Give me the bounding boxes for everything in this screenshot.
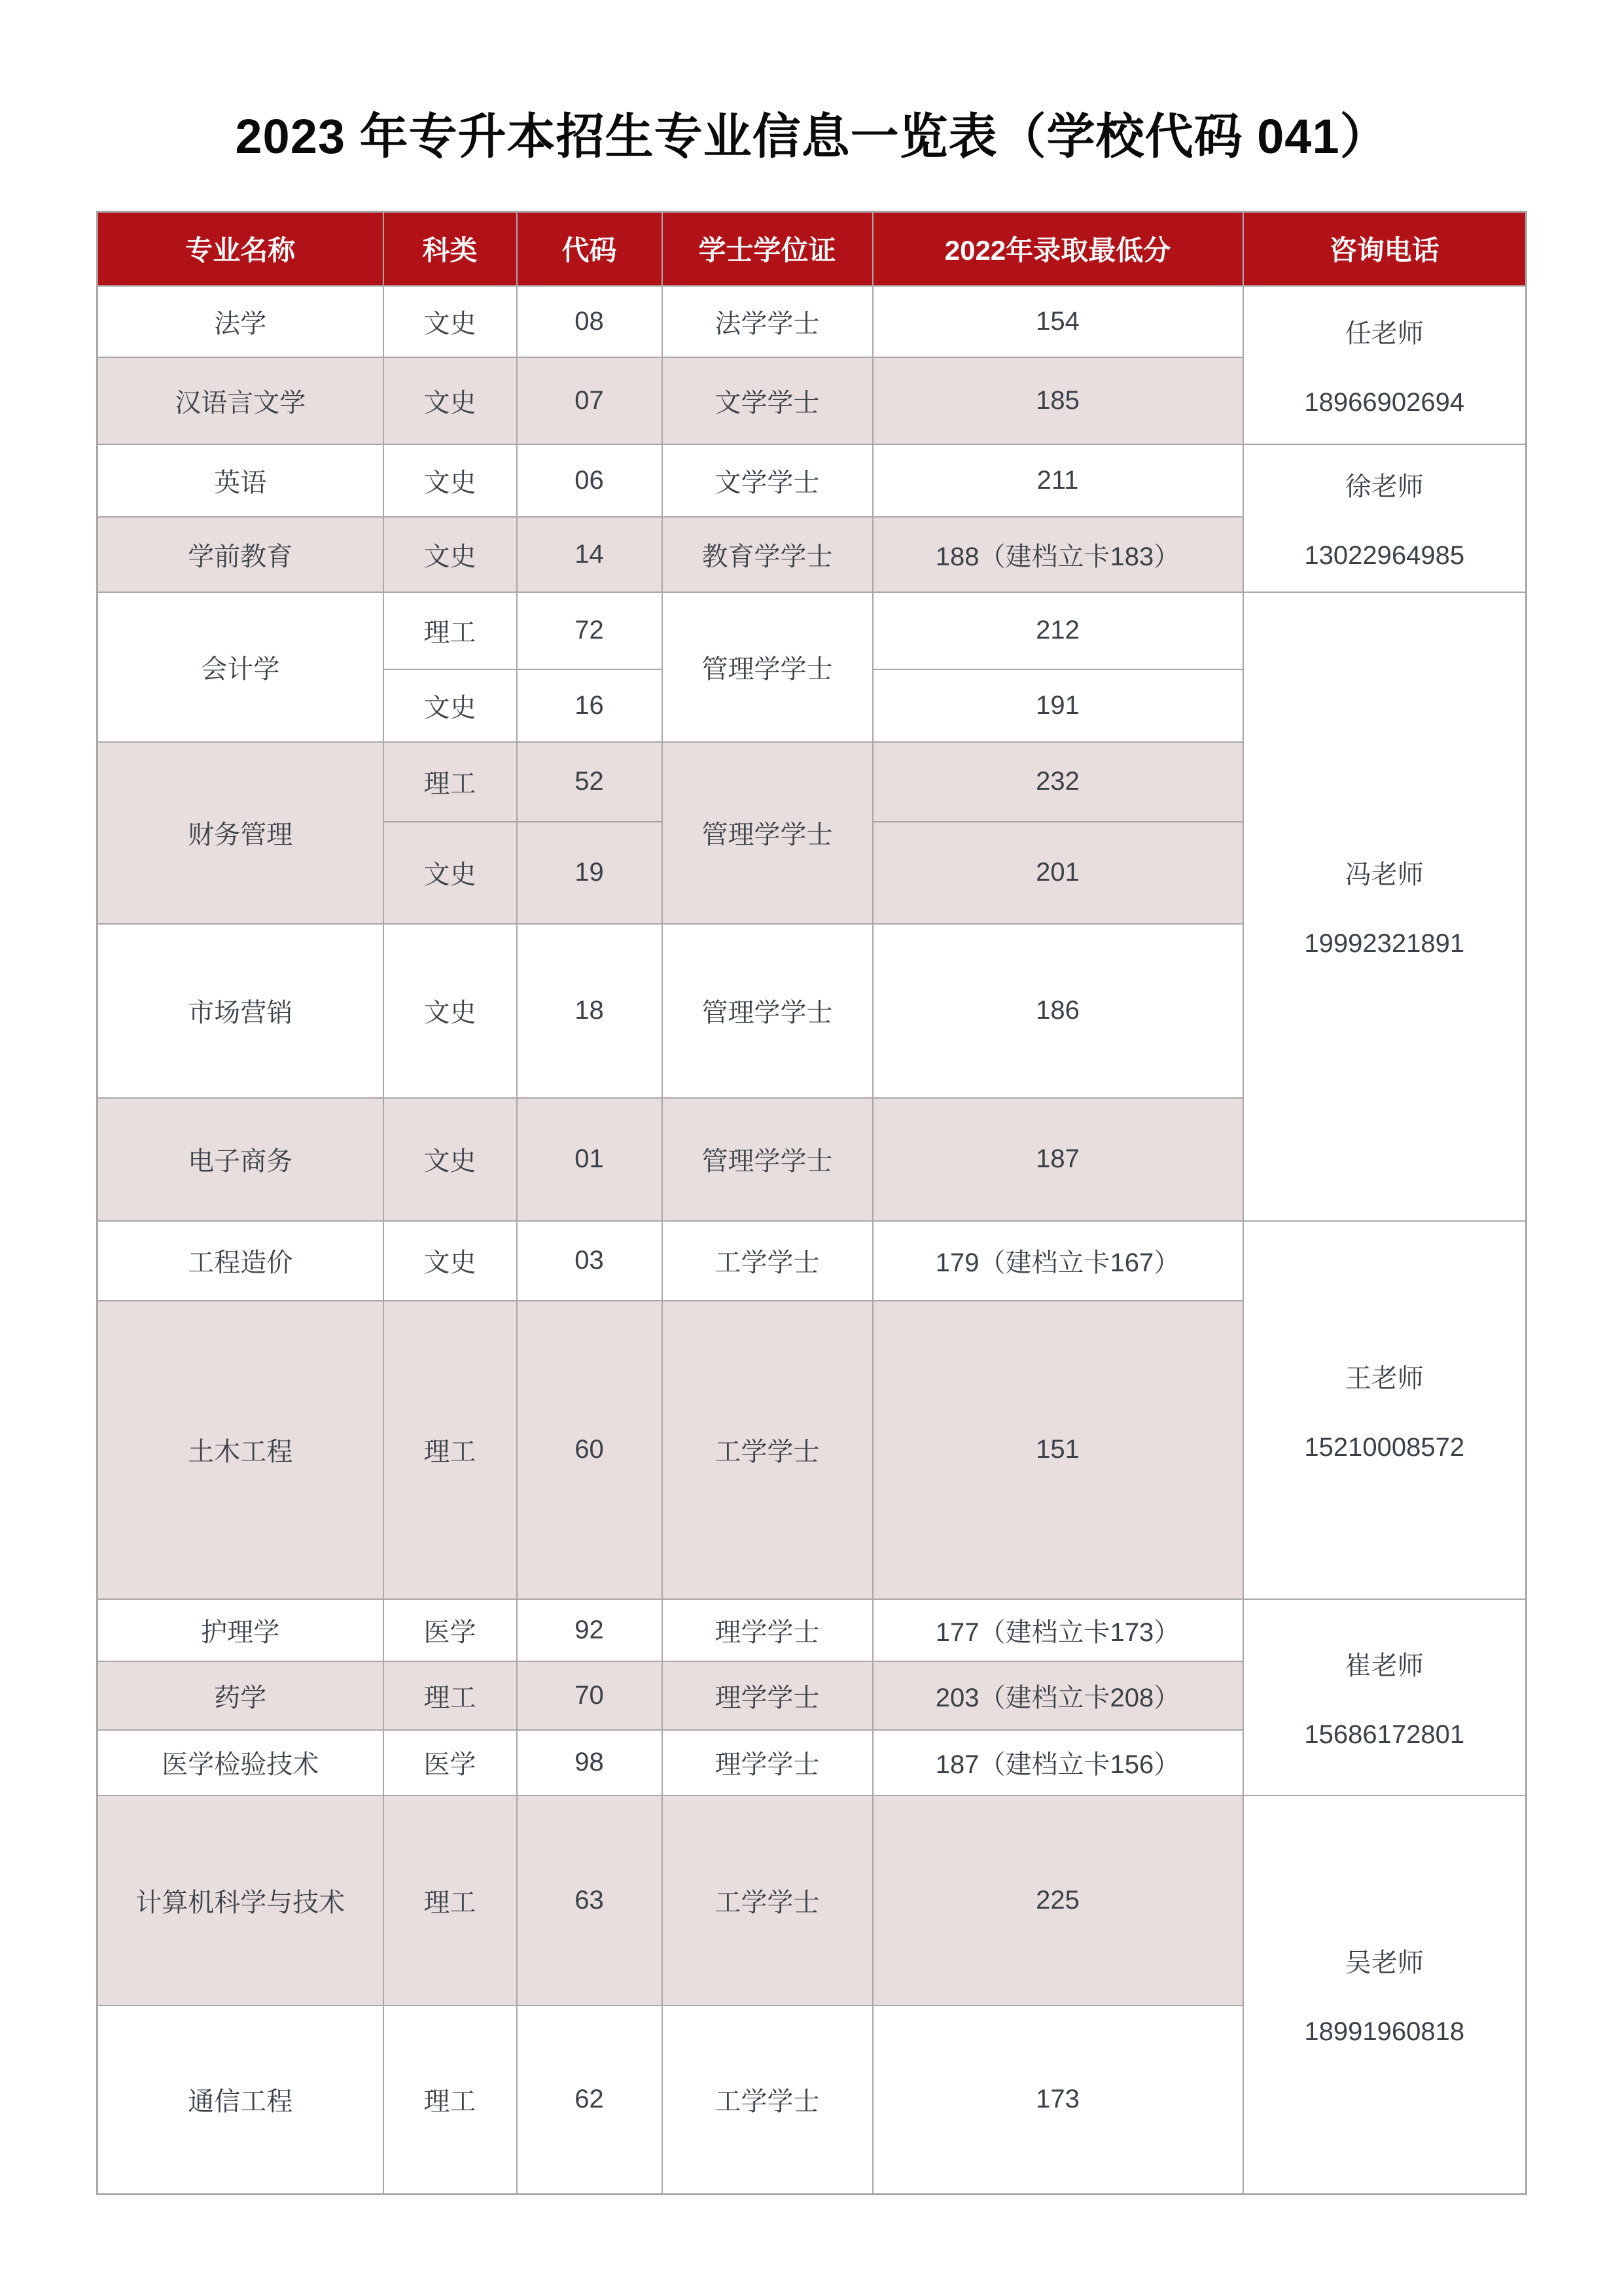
cell-major: 学前教育 xyxy=(97,517,383,592)
contact-name: 徐老师 xyxy=(1345,472,1424,501)
cell-code: 14 xyxy=(517,517,662,592)
cell-major: 市场营销 xyxy=(97,924,383,1098)
cell-score: 187 xyxy=(873,1098,1243,1221)
cell-major: 汉语言文学 xyxy=(97,357,383,444)
cell-degree: 理学学士 xyxy=(662,1730,873,1795)
cell-major: 护理学 xyxy=(97,1599,383,1661)
contact-name: 崔老师 xyxy=(1345,1651,1424,1680)
cell-major: 通信工程 xyxy=(97,2005,383,2195)
cell-score: 232 xyxy=(873,742,1243,822)
cell-contact xyxy=(1243,592,1527,1221)
cell-degree: 管理学学士 xyxy=(662,592,873,742)
cell-major: 计算机科学与技术 xyxy=(97,1795,383,2005)
cell-category: 理工 xyxy=(383,592,517,669)
cell-category: 文史 xyxy=(383,924,517,1098)
cell-code: 06 xyxy=(517,444,662,517)
cell-category: 文史 xyxy=(383,1221,517,1301)
contact-phone: 19992321891 xyxy=(1304,929,1465,958)
cell-degree: 文学学士 xyxy=(662,357,873,444)
table-row xyxy=(97,1221,1527,1301)
cell-degree: 理学学士 xyxy=(662,1599,873,1661)
cell-code: 60 xyxy=(517,1301,662,1599)
cell-category: 文史 xyxy=(383,669,517,742)
contact-name: 冯老师 xyxy=(1345,860,1424,889)
cell-contact xyxy=(1243,1795,1527,2195)
contact-phone: 15686172801 xyxy=(1304,1720,1465,1749)
contact-phone: 18966902694 xyxy=(1304,387,1465,417)
cell-major: 法学 xyxy=(97,286,383,357)
cell-contact xyxy=(1243,1599,1527,1795)
page-title: 2023 年专升本招生专业信息一览表（学校代码 041） xyxy=(235,109,1389,164)
cell-category: 理工 xyxy=(383,1661,517,1730)
cell-score: 225 xyxy=(873,1795,1243,2005)
cell-category: 文史 xyxy=(383,286,517,357)
cell-degree: 管理学学士 xyxy=(662,924,873,1098)
cell-category: 理工 xyxy=(383,742,517,822)
cell-major: 财务管理 xyxy=(97,742,383,924)
contact-phone: 18991960818 xyxy=(1304,2017,1465,2047)
table-row xyxy=(97,1599,1527,1661)
header-row xyxy=(97,212,1527,286)
cell-score: 187（建档立卡156） xyxy=(873,1730,1243,1795)
cell-score: 211 xyxy=(873,444,1243,517)
cell-degree: 理学学士 xyxy=(662,1661,873,1730)
cell-category: 理工 xyxy=(383,1301,517,1599)
cell-score: 177（建档立卡173） xyxy=(873,1599,1243,1661)
cell-degree: 法学学士 xyxy=(662,286,873,357)
cell-score: 201 xyxy=(873,822,1243,924)
cell-code: 98 xyxy=(517,1730,662,1795)
col-header-major: 专业名称 xyxy=(97,212,383,286)
cell-degree: 教育学学士 xyxy=(662,517,873,592)
cell-code: 63 xyxy=(517,1795,662,2005)
cell-category: 文史 xyxy=(383,444,517,517)
cell-major: 英语 xyxy=(97,444,383,517)
cell-degree: 工学学士 xyxy=(662,2005,873,2195)
table-row xyxy=(97,444,1527,517)
cell-code: 70 xyxy=(517,1661,662,1730)
cell-category: 医学 xyxy=(383,1599,517,1661)
cell-contact xyxy=(1243,444,1527,592)
table-row xyxy=(97,1795,1527,2005)
cell-category: 文史 xyxy=(383,517,517,592)
cell-major: 会计学 xyxy=(97,592,383,742)
cell-code: 08 xyxy=(517,286,662,357)
cell-major: 土木工程 xyxy=(97,1301,383,1599)
cell-degree: 工学学士 xyxy=(662,1795,873,2005)
cell-code: 01 xyxy=(517,1098,662,1221)
cell-code: 03 xyxy=(517,1221,662,1301)
table-row xyxy=(97,286,1527,357)
cell-category: 理工 xyxy=(383,2005,517,2195)
cell-category: 文史 xyxy=(383,357,517,444)
cell-major: 药学 xyxy=(97,1661,383,1730)
cell-category: 文史 xyxy=(383,822,517,924)
table-row xyxy=(97,592,1527,669)
col-header-score: 2022年录取最低分 xyxy=(873,212,1243,286)
cell-category: 理工 xyxy=(383,1795,517,2005)
cell-code: 62 xyxy=(517,2005,662,2195)
cell-category: 文史 xyxy=(383,1098,517,1221)
cell-code: 16 xyxy=(517,669,662,742)
cell-degree: 工学学士 xyxy=(662,1221,873,1301)
col-header-code: 代码 xyxy=(517,212,662,286)
cell-score: 212 xyxy=(873,592,1243,669)
admissions-table xyxy=(96,211,1527,2195)
cell-score: 179（建档立卡167） xyxy=(873,1221,1243,1301)
cell-score: 191 xyxy=(873,669,1243,742)
cell-major: 工程造价 xyxy=(97,1221,383,1301)
cell-code: 07 xyxy=(517,357,662,444)
col-header-category: 科类 xyxy=(383,212,517,286)
cell-code: 92 xyxy=(517,1599,662,1661)
contact-phone: 15210008572 xyxy=(1304,1432,1465,1462)
cell-score: 154 xyxy=(873,286,1243,357)
cell-score: 185 xyxy=(873,357,1243,444)
cell-code: 18 xyxy=(517,924,662,1098)
cell-degree: 管理学学士 xyxy=(662,742,873,924)
contact-name: 吴老师 xyxy=(1345,1949,1424,1978)
cell-degree: 工学学士 xyxy=(662,1301,873,1599)
cell-degree: 管理学学士 xyxy=(662,1098,873,1221)
cell-major: 医学检验技术 xyxy=(97,1730,383,1795)
col-header-contact: 咨询电话 xyxy=(1243,212,1527,286)
contact-name: 任老师 xyxy=(1345,319,1424,348)
cell-score: 151 xyxy=(873,1301,1243,1599)
contact-name: 王老师 xyxy=(1345,1364,1424,1393)
cell-code: 19 xyxy=(517,822,662,924)
cell-contact xyxy=(1243,1221,1527,1599)
cell-category: 医学 xyxy=(383,1730,517,1795)
col-header-degree: 学士学位证 xyxy=(662,212,873,286)
cell-degree: 文学学士 xyxy=(662,444,873,517)
cell-score: 203（建档立卡208） xyxy=(873,1661,1243,1730)
cell-score: 173 xyxy=(873,2005,1243,2195)
cell-code: 52 xyxy=(517,742,662,822)
cell-code: 72 xyxy=(517,592,662,669)
cell-contact xyxy=(1243,286,1527,444)
cell-score: 188（建档立卡183） xyxy=(873,517,1243,592)
contact-phone: 13022964985 xyxy=(1304,540,1465,570)
cell-score: 186 xyxy=(873,924,1243,1098)
cell-major: 电子商务 xyxy=(97,1098,383,1221)
